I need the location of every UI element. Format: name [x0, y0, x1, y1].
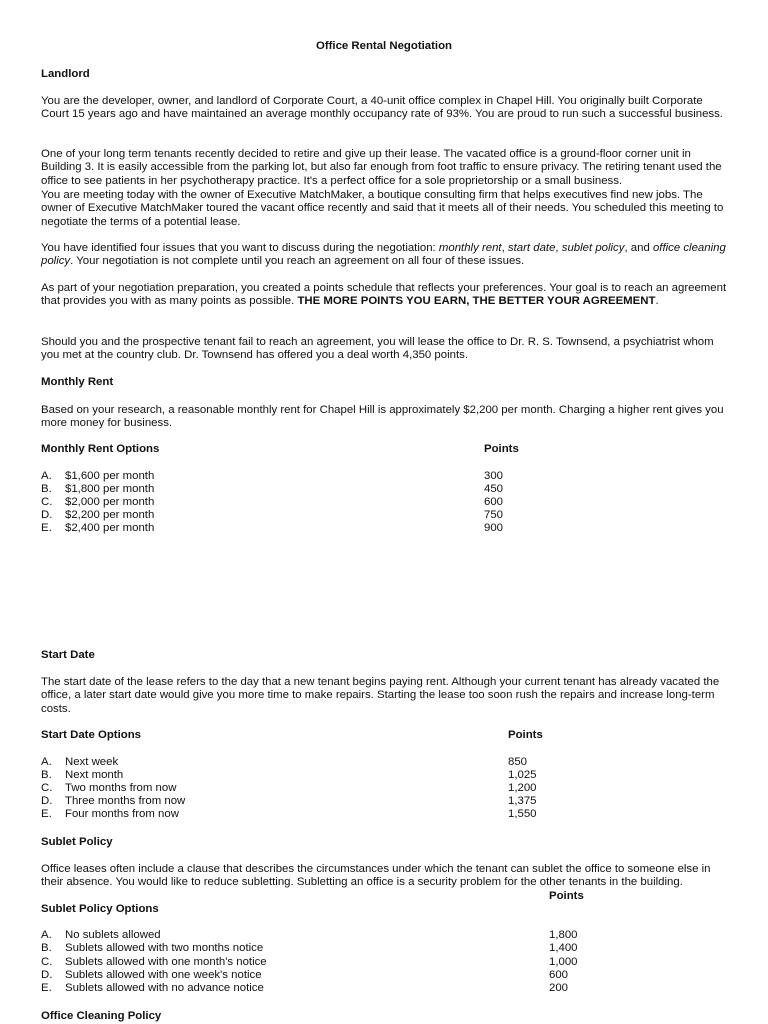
options-header-start-date: Start Date Options — [41, 729, 141, 741]
issues-text: . Your negotiation is not complete until you reach an agreement on all four of these issues. — [70, 255, 525, 268]
section-description-monthly-rent: Based on your research, a reasonable monthly rent for Chapel Hill is approximately $2,200 per month. Charging a higher rent gives you more money for business. — [41, 404, 724, 430]
option-points: 300 — [484, 470, 504, 482]
option-label: $2,200 per month — [65, 509, 155, 521]
option-letter: E. — [41, 982, 52, 994]
points-header-sublet-policy: Points — [549, 890, 584, 902]
option-row — [41, 756, 118, 769]
issues-separator: , — [501, 242, 508, 254]
option-letter: D. — [41, 969, 53, 981]
option-label: $2,400 per month — [65, 522, 155, 534]
option-label: Four months from now — [65, 808, 179, 820]
section-description-sublet-policy: Office leases often include a clause that describes the circumstances under which the tenant can sublet the office to someone else in their absence. You would like to reduce subletting. Subletting an office is a security problem for the other tenants in the building. — [41, 863, 711, 889]
option-letter: B. — [41, 769, 52, 781]
points-text: As part of your negotiation preparation, you created a points schedule that reflects your preferences. Your goal is to reach an agreement that provides you with as many points as possible. — [41, 282, 727, 308]
option-points: 1,800 — [549, 929, 578, 941]
option-label: Three months from now — [65, 795, 186, 807]
intro-paragraph-3: You are meeting today with the owner of Executive MatchMaker, a boutique consulting firm that helps executives find new jobs. The owner of Executive MatchMaker toured the vacant office recently and said that it meets all of their needs. You scheduled this meeting to negotiate the terms of a potential lease. — [41, 189, 724, 228]
option-row — [41, 769, 123, 782]
option-row — [41, 808, 179, 821]
option-points: 200 — [549, 982, 569, 994]
option-row — [41, 509, 154, 522]
points-paragraph — [41, 282, 731, 309]
option-points: 600 — [484, 496, 504, 508]
option-points: 1,200 — [508, 782, 537, 794]
points-text: . — [655, 295, 659, 308]
option-label: Sublets allowed with two months notice — [65, 942, 264, 954]
option-letter: A. — [41, 470, 52, 482]
option-letter: D. — [41, 509, 53, 521]
issues-separator: , and — [624, 242, 653, 254]
batna-paragraph: Should you and the prospective tenant fail to reach an agreement, you will lease the office to Dr. R. S. Townsend, a psychiatrist whom you met at the country club. Dr. Townsend has offered you a deal worth 4,350 points. — [41, 336, 714, 362]
option-letter: E. — [41, 522, 52, 534]
issue-sublet-policy: sublet policy — [561, 242, 625, 254]
option-label: Sublets allowed with one week's notice — [65, 969, 262, 981]
option-letter: C. — [41, 782, 53, 794]
option-points: 600 — [549, 969, 569, 981]
option-points: 900 — [484, 522, 504, 534]
option-points: 1,550 — [508, 808, 537, 820]
option-letter: A. — [41, 756, 52, 768]
options-header-monthly-rent: Monthly Rent Options — [41, 443, 160, 455]
option-letter: C. — [41, 496, 53, 508]
section-heading-office-cleaning-policy: Office Cleaning Policy — [41, 1010, 162, 1022]
option-letter: C. — [41, 956, 53, 968]
option-points: 450 — [484, 483, 504, 495]
option-row — [41, 483, 154, 496]
section-heading-start-date: Start Date — [41, 649, 95, 661]
document-title: Office Rental Negotiation — [315, 40, 453, 52]
section-heading-monthly-rent: Monthly Rent — [41, 376, 114, 388]
option-letter: D. — [41, 795, 53, 807]
option-label: No sublets allowed — [65, 929, 161, 941]
points-header-start-date: Points — [508, 729, 543, 741]
option-label: Two months from now — [65, 782, 177, 794]
option-letter: B. — [41, 942, 52, 954]
intro-paragraph-1: You are the developer, owner, and landlord of Corporate Court, a 40-unit office complex in Chapel Hill. You originally built Corporate Court 15 years ago and have maintained an average monthly occupancy rate of 93%. You are proud to run such a successful business. — [41, 95, 723, 121]
issue-office-cleaning-policy: office cleaning policy — [41, 242, 726, 268]
issues-text: You have identified four issues that you want to discuss during the negotiation: — [41, 242, 439, 254]
option-letter: E. — [41, 808, 52, 820]
option-label: Sublets allowed with no advance notice — [65, 982, 264, 994]
role-heading: Landlord — [41, 68, 90, 80]
option-points: 1,025 — [508, 769, 537, 781]
option-points: 1,000 — [549, 956, 578, 968]
option-points: 1,400 — [549, 942, 578, 954]
option-row — [41, 956, 267, 969]
option-label: $1,600 per month — [65, 470, 155, 482]
option-row — [41, 942, 263, 955]
points-header-monthly-rent: Points — [484, 443, 519, 455]
option-row — [41, 522, 154, 535]
issue-start-date: start date — [507, 242, 556, 254]
option-label: Next month — [65, 769, 124, 781]
option-row — [41, 969, 262, 982]
issue-monthly-rent: monthly rent — [438, 242, 502, 254]
options-header-sublet-policy: Sublet Policy Options — [41, 903, 159, 915]
option-points: 850 — [508, 756, 528, 768]
option-points: 1,375 — [508, 795, 537, 807]
option-row — [41, 782, 176, 795]
option-row — [41, 795, 185, 808]
option-letter: B. — [41, 483, 52, 495]
issues-separator: , — [555, 242, 562, 254]
option-label: $2,000 per month — [65, 496, 155, 508]
option-row — [41, 496, 154, 509]
option-row — [41, 929, 161, 942]
intro-paragraph-2: One of your long term tenants recently decided to retire and give up their lease. The vacated office is a ground-floor corner unit in Building 3. It is easily accessible from the parking lot, but also far enough from foot traffic to ensure privacy. The retiring tenant used the office to see patients in her psychotherapy practice. It's a perfect office for a sole proprietorship or a small business. — [41, 148, 722, 187]
option-row — [41, 470, 154, 483]
option-label: Next week — [65, 756, 119, 768]
option-points: 750 — [484, 509, 504, 521]
option-row — [41, 982, 264, 995]
option-label: $1,800 per month — [65, 483, 155, 495]
section-description-start-date: The start date of the lease refers to the day that a new tenant begins paying rent. Although your current tenant has already vacated the office, a later start date would give you more time to make repairs. Starting the lease too soon rush the repairs and increase long-term costs. — [41, 676, 720, 715]
points-emphasis: THE MORE POINTS YOU EARN, THE BETTER YOUR AGREEMENT — [297, 295, 656, 308]
option-label: Sublets allowed with one month's notice — [65, 956, 267, 968]
section-heading-sublet-policy: Sublet Policy — [41, 836, 113, 848]
option-letter: A. — [41, 929, 52, 941]
issues-paragraph — [41, 242, 731, 269]
